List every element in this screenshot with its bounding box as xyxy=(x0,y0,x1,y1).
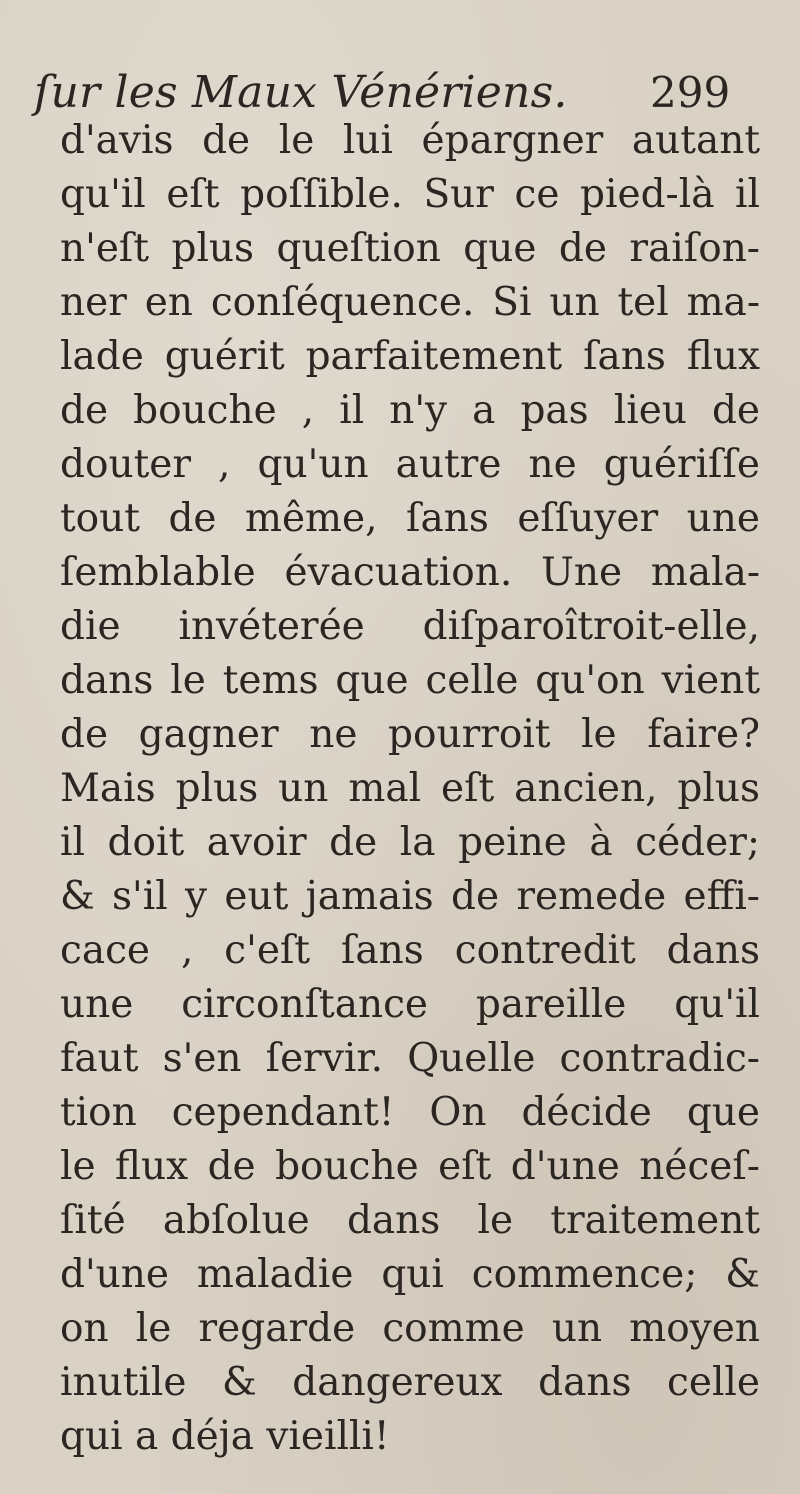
text-line: Mais plus un mal eſt ancien, plus xyxy=(60,766,760,811)
text-line: & s'il y eut jamais de remede effi- xyxy=(60,874,760,919)
text-line: lade guérit parfaitement ſans flux xyxy=(60,334,760,379)
page-number: 299 xyxy=(650,68,731,117)
text-line: ſité abſolue dans le traitement xyxy=(60,1198,760,1243)
text-line: d'une maladie qui commence; & xyxy=(60,1252,760,1297)
text-line: inutile & dangereux dans celle xyxy=(60,1360,760,1405)
text-line: die invéterée diſparoîtroit-elle, xyxy=(60,604,760,649)
text-line: ner en conſéquence. Si un tel ma- xyxy=(60,280,760,325)
text-line: tion cependant! On décide que xyxy=(60,1090,760,1135)
text-line: douter , qu'un autre ne guériſſe xyxy=(60,442,760,487)
text-line: de bouche , il n'y a pas lieu de xyxy=(60,388,760,433)
running-head xyxy=(34,66,731,120)
text-line: tout de même, ſans eſſuyer une xyxy=(60,496,760,541)
text-line: faut s'en ſervir. Quelle contradic- xyxy=(60,1036,760,1081)
running-head-title: ſur les Maux Vénériens. xyxy=(34,67,568,118)
text-line: cace , c'eſt ſans contredit dans xyxy=(60,928,760,973)
text-line: on le regarde comme un moyen xyxy=(60,1306,760,1351)
text-line: ſemblable évacuation. Une mala- xyxy=(60,550,760,595)
text-line: le flux de bouche eſt d'une néceſ- xyxy=(60,1144,760,1189)
body-text xyxy=(60,114,760,1464)
text-line: qui a déja vieilli! xyxy=(60,1414,390,1459)
text-line: n'eſt plus queſtion que de raiſon- xyxy=(60,226,760,271)
text-line: d'avis de le lui épargner autant xyxy=(60,118,760,163)
text-line: une circonſtance pareille qu'il xyxy=(60,982,760,1027)
text-line: de gagner ne pourroit le faire? xyxy=(60,712,760,757)
text-line: dans le tems que celle qu'on vient xyxy=(60,658,760,703)
text-line: il doit avoir de la peine à céder; xyxy=(60,820,760,865)
text-line: qu'il eſt poſſible. Sur ce pied-là il xyxy=(60,172,760,217)
